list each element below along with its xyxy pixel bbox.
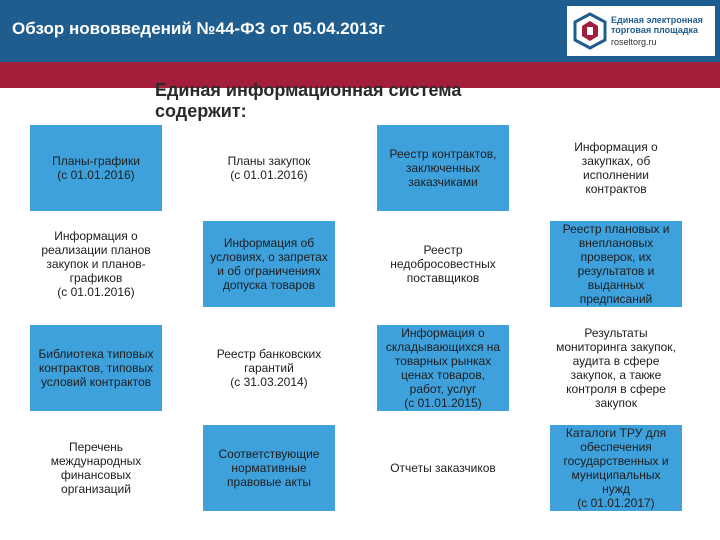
grid-cell: Информация о закупках, об исполнении контрактов	[550, 125, 682, 211]
slide-header	[0, 0, 720, 62]
roseltorg-logo-icon	[573, 12, 607, 50]
grid-cell: Информация о реализации планов закупок и планов-графиков (с 01.01.2016)	[30, 221, 162, 307]
slide-subtitle: Единая информационная система содержит:	[155, 80, 462, 121]
grid-cell: Реестр контрактов, заключенных заказчиками	[377, 125, 509, 211]
grid-cell: Реестр банковских гарантий (с 31.03.2014)	[203, 325, 335, 411]
info-grid	[30, 125, 685, 535]
logo-url[interactable]: roseltorg.ru	[611, 37, 657, 47]
grid-cell: Информация об условиях, о запретах и об ограничениях допуска товаров	[203, 221, 335, 307]
grid-cell: Отчеты заказчиков	[377, 425, 509, 511]
grid-cell: Перечень международных финансовых организаций	[30, 425, 162, 511]
grid-cell: Соответствующие нормативные правовые акты	[203, 425, 335, 511]
grid-cell: Каталоги ТРУ для обеспечения государственных и муниципальных нужд (с 01.01.2017)	[550, 425, 682, 511]
grid-cell: Планы закупок (с 01.01.2016)	[203, 125, 335, 211]
grid-cell: Результаты мониторинга закупок, аудита в сфере закупок, а также контроля в сфере закупок	[550, 325, 682, 411]
logo-text-line1: Единая электронная	[611, 15, 703, 25]
grid-cell: Библиотека типовых контрактов, типовых условий контрактов	[30, 325, 162, 411]
roseltorg-logo	[567, 6, 715, 56]
grid-cell: Информация о складывающихся на товарных рынках ценах товаров, работ, услуг (с 01.01.2015)	[377, 325, 509, 411]
slide-title: Обзор нововведений №44-ФЗ от 05.04.2013г	[12, 19, 386, 38]
grid-cell: Планы-графики (с 01.01.2016)	[30, 125, 162, 211]
logo-text-line2: торговая площадка	[611, 25, 699, 35]
grid-cell: Реестр плановых и внеплановых проверок, их результатов и выданных предписаний	[550, 221, 682, 307]
grid-cell: Реестр недобросовестных поставщиков	[377, 221, 509, 307]
